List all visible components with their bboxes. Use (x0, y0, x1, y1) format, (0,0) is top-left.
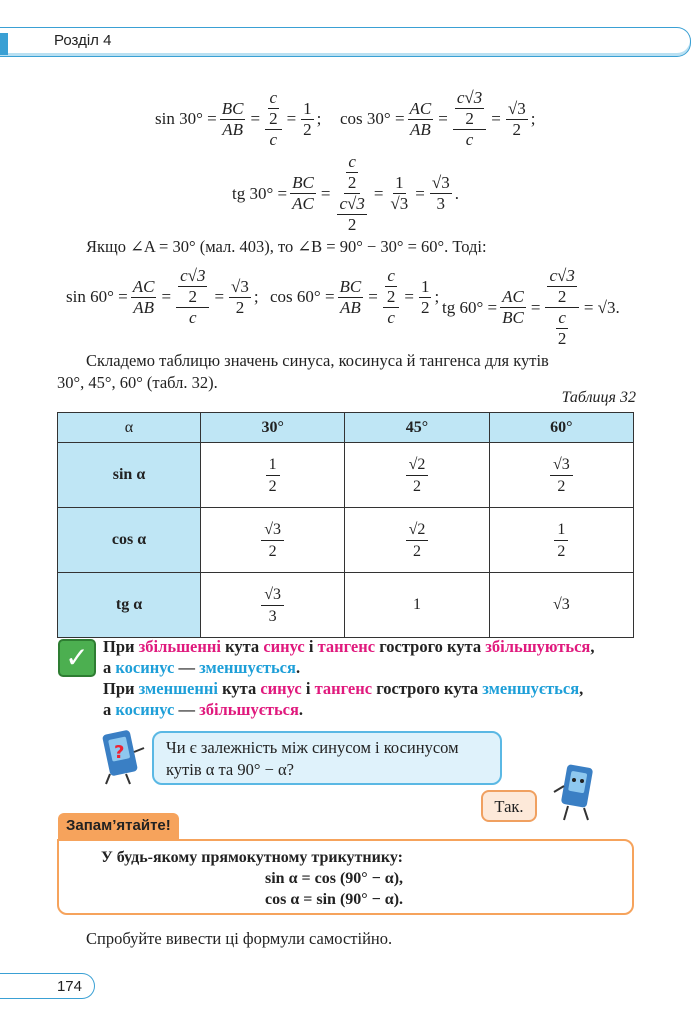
table-cell: $\frac{√3}{3}$ (201, 573, 345, 638)
table-cell: $\frac{1}{2}$ (201, 443, 345, 508)
answer-bubble: Так. (481, 790, 537, 822)
remember-tab: Запам’ятайте! (58, 813, 179, 839)
table-row (58, 573, 634, 638)
page-number: 174 (0, 973, 95, 999)
table-cell: $\frac{√2}{2}$ (345, 508, 489, 573)
remember-line-2: sin α = cos (90° − α), (265, 870, 404, 887)
text-if-line: Якщо ∠A = 30° (мал. 403), то ∠B = 90° − 30° = 60°. Тоді: (86, 237, 487, 256)
formula-cos30: cos 30° = $\frac{AC}{AB}$ = $\frac{\frac{c√3}{2}}{c}$ = $\frac{√3}{2}$ ; (340, 88, 536, 149)
checkmark-icon: ✓ (58, 639, 96, 677)
rule-line-1: При збільшенні кута синус і тангенс гострого кута збільшуються, (103, 637, 595, 656)
question-bubble (152, 731, 502, 785)
rule-line-3: При зменшенні кута синус і тангенс гострого кута зменшується, (103, 679, 584, 698)
table-cell: $\frac{√3}{2}$ (201, 508, 345, 573)
rule-line-4: а косинус — збільшується. (103, 700, 304, 719)
table-cell: 1 (345, 573, 489, 638)
table-cell: $\frac{1}{2}$ (489, 508, 633, 573)
formula-sin60: sin 60° = $\frac{AC}{AB}$ = $\frac{\frac{c√3}{2}}{c}$ = $\frac{√3}{2}$ ; (66, 266, 259, 327)
table-caption: Таблиця 32 (561, 389, 636, 406)
rule-line-2: а косинус — зменшується. (103, 658, 301, 677)
formula-tg60: tg 60° = $\frac{AC}{BC}$ = $\frac{\frac{c√3}{2}}{\frac{c}{2}}$ = √3. (442, 266, 620, 348)
robot-answer-icon (552, 762, 604, 824)
question-line-1: Чи є залежність між синусом і косинусом (166, 738, 459, 757)
table-header-cell: 30° (201, 413, 345, 443)
formula-cos60: cos 60° = $\frac{BC}{AB}$ = $\frac{\frac{c}{2}}{c}$ = $\frac{1}{2}$ ; (270, 266, 440, 327)
text-compose-1: Складемо таблицю значень синуса, косинуса й тангенса для кутів (86, 351, 549, 370)
try-text: Спробуйте вивести ці формули самостійно. (86, 929, 393, 948)
text-compose-2: 30°, 45°, 60° (табл. 32). (57, 373, 218, 392)
row-label: sin α (58, 443, 201, 508)
svg-text:?: ? (114, 742, 125, 763)
remember-line-3: cos α = sin (90° − α). (265, 891, 404, 908)
table-header-cell: α (58, 413, 201, 443)
row-label: tg α (58, 573, 201, 638)
formula-tg30: tg 30° = $\frac{BC}{AC}$ = $\frac{\frac{c}{2}}{\frac{c√3}{2}}$ = $\frac{1}{√3}$ = $\frac{√3}{3}$ . (232, 152, 459, 234)
table-cell: $\frac{√3}{2}$ (489, 443, 633, 508)
question-line-2: кутів α та 90° − α? (166, 760, 294, 779)
table-cell: $\frac{√2}{2}$ (345, 443, 489, 508)
table-header-cell: 45° (345, 413, 489, 443)
table-row (58, 443, 634, 508)
table-header-row (58, 413, 634, 443)
header-accent-bar (0, 33, 8, 55)
section-title: Розділ 4 (54, 32, 112, 49)
row-label: cos α (58, 508, 201, 573)
table-row (58, 508, 634, 573)
remember-line-1: У будь-якому прямокутному трикутнику: (101, 849, 403, 866)
table-cell: √3 (489, 573, 633, 638)
formula-sin30: sin 30° = $\frac{BC}{AB}$ = $\frac{\frac{c}{2}}{c}$ = $\frac{1}{2}$ ; (155, 88, 322, 149)
trig-values-table (57, 412, 634, 638)
table-header-cell: 60° (489, 413, 633, 443)
robot-question-icon (96, 726, 148, 786)
